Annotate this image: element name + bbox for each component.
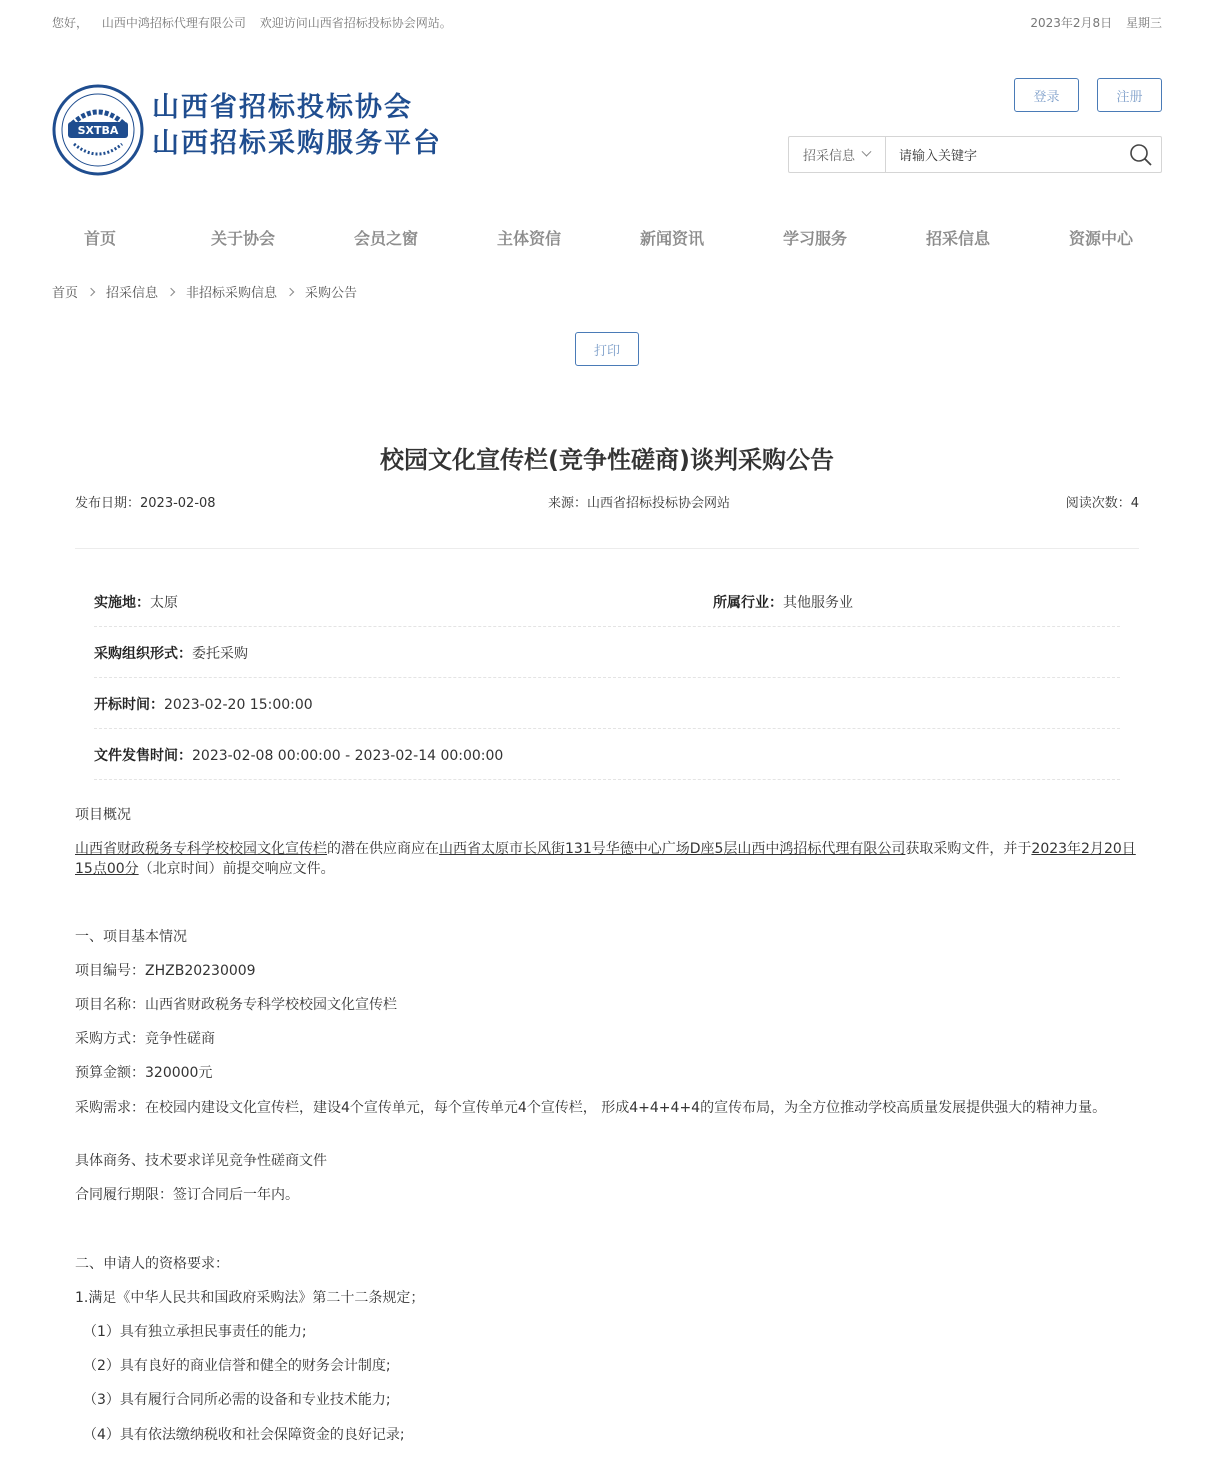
article-source: 来源：山西省招标投标协会网站 (548, 496, 731, 511)
overview-text: 获取采购文件，并于 (905, 841, 1032, 857)
industry-value: 其他服务业 (783, 595, 853, 611)
current-date: 2023年2月8日 (1030, 16, 1113, 30)
info-row (94, 627, 1120, 678)
info-label: 所属行业： (713, 595, 783, 611)
article-meta (75, 492, 1139, 512)
chevron-down-icon (862, 147, 872, 157)
section-heading: 一、项目基本情况 (75, 929, 187, 945)
chevron-right-icon (87, 287, 95, 295)
breadcrumb-non-tender[interactable]: 非招标采购信息 (186, 286, 278, 301)
nav-item-about[interactable]: 关于协会 (210, 229, 275, 248)
view-count: 阅读次数：4 (1065, 496, 1139, 511)
sale-time-value: 2023-02-08 00:00:00 - 2023-02-14 00:00:00 (192, 748, 504, 764)
breadcrumb-home[interactable]: 首页 (52, 286, 79, 301)
info-label: 采购组织形式： (94, 646, 192, 662)
budget-amount: 预算金额：320000元 (75, 1065, 213, 1081)
chevron-right-icon (286, 287, 294, 295)
procurement-method: 采购方式：竞争性磋商 (75, 1031, 215, 1047)
welcome-message: 欢迎访问山西省招标投标协会网站。 (259, 16, 452, 30)
requirement-subitem: （2）具有良好的商业信誉和健全的财务会计制度; (83, 1358, 391, 1374)
requirement-subitem: （4）具有依法缴纳税收和社会保障资金的良好记录; (83, 1427, 405, 1443)
breadcrumb (52, 282, 357, 301)
main-nav (52, 226, 1162, 254)
nav-item-home[interactable]: 首页 (83, 229, 116, 248)
info-row (94, 678, 1120, 729)
info-label: 文件发售时间： (94, 748, 192, 764)
requirement-subitem: （1）具有独立承担民事责任的能力; (83, 1324, 307, 1340)
nav-item-news[interactable]: 新闻资讯 (639, 229, 704, 248)
site-title-line1: 山西省招标投标协会 (152, 92, 413, 123)
overview-text: 的潜在供应商应在 (327, 841, 439, 857)
nav-item-members[interactable]: 会员之窗 (353, 229, 418, 248)
project-link: 山西省财政税务专科学校校园文化宣传栏 (75, 841, 327, 857)
info-label: 开标时间： (94, 697, 164, 713)
section-heading: 二、申请人的资格要求： (75, 1256, 229, 1272)
nav-item-learning[interactable]: 学习服务 (782, 229, 847, 248)
deadline-link: 2023年2月20日15点00分 (75, 841, 1136, 877)
top-bar (52, 14, 1162, 34)
project-name: 项目名称：山西省财政税务专科学校校园文化宣传栏 (75, 997, 397, 1013)
requirement-item: 1.满足《中华人民共和国政府采购法》第二十二条规定； (75, 1290, 425, 1306)
requirement-note: 具体商务、技术要求详见竞争性磋商文件 (75, 1153, 327, 1169)
info-row (94, 576, 1120, 627)
date-display (1020, 14, 1162, 31)
search-category-select[interactable] (789, 137, 886, 172)
location-value: 太原 (150, 595, 178, 611)
search-button[interactable] (1121, 137, 1161, 172)
procurement-demand: 采购需求：在校园内建设文化宣传栏，建设4个宣传单元，每个宣传单元4个宣传栏， 形成4+4+4+4的宣传布局，为全方位推动学校高质量发展提供强大的精神力量。 (75, 1100, 1107, 1116)
project-number: 项目编号：ZHZB20230009 (75, 963, 256, 979)
info-label: 实施地： (94, 595, 150, 611)
search-category-value: 招采信息 (803, 149, 856, 164)
welcome-text (52, 14, 462, 31)
site-title[interactable] (152, 90, 442, 162)
chevron-right-icon (167, 287, 175, 295)
register-button[interactable]: 注册 (1097, 78, 1162, 112)
info-row (94, 729, 1120, 780)
search-icon (1129, 143, 1153, 167)
article-title: 校园文化宣传栏(竞争性磋商)谈判采购公告 (380, 446, 834, 474)
login-button[interactable]: 登录 (1014, 78, 1079, 112)
logo-text: SXTBA (77, 124, 119, 137)
contract-period: 合同履行期限：签订合同后一年内。 (75, 1187, 299, 1203)
greeting: 您好， (52, 16, 89, 30)
nav-item-procurement[interactable]: 招采信息 (925, 229, 990, 248)
nav-item-resources[interactable]: 资源中心 (1068, 229, 1133, 248)
requirement-subitem: （3）具有履行合同所必需的设备和专业技术能力; (83, 1392, 391, 1408)
current-weekday: 星期三 (1125, 16, 1162, 30)
divider (75, 548, 1139, 549)
company-name[interactable]: 山西中鸿招标代理有限公司 (101, 16, 246, 30)
print-button[interactable]: 打印 (575, 332, 639, 366)
overview-text: （北京时间）前提交响应文件。 (138, 861, 335, 877)
open-time-value: 2023-02-20 15:00:00 (164, 697, 313, 713)
search-bar (788, 136, 1162, 173)
breadcrumb-procurement[interactable]: 招采信息 (106, 286, 159, 301)
overview-paragraph (75, 839, 1139, 879)
address-link: 山西省太原市长风街131号华德中心广场D座5层山西中鸿招标代理有限公司 (439, 841, 906, 857)
association-logo[interactable] (52, 84, 144, 176)
site-title-line2: 山西招标采购服务平台 (152, 128, 442, 159)
publish-date: 发布日期：2023-02-08 (75, 496, 216, 511)
nav-item-credit[interactable]: 主体资信 (496, 229, 561, 248)
breadcrumb-current[interactable]: 采购公告 (305, 286, 358, 301)
search-input[interactable]: 请输入关键字 (899, 149, 978, 164)
overview-heading: 项目概况 (75, 807, 131, 823)
org-value: 委托采购 (192, 646, 248, 662)
